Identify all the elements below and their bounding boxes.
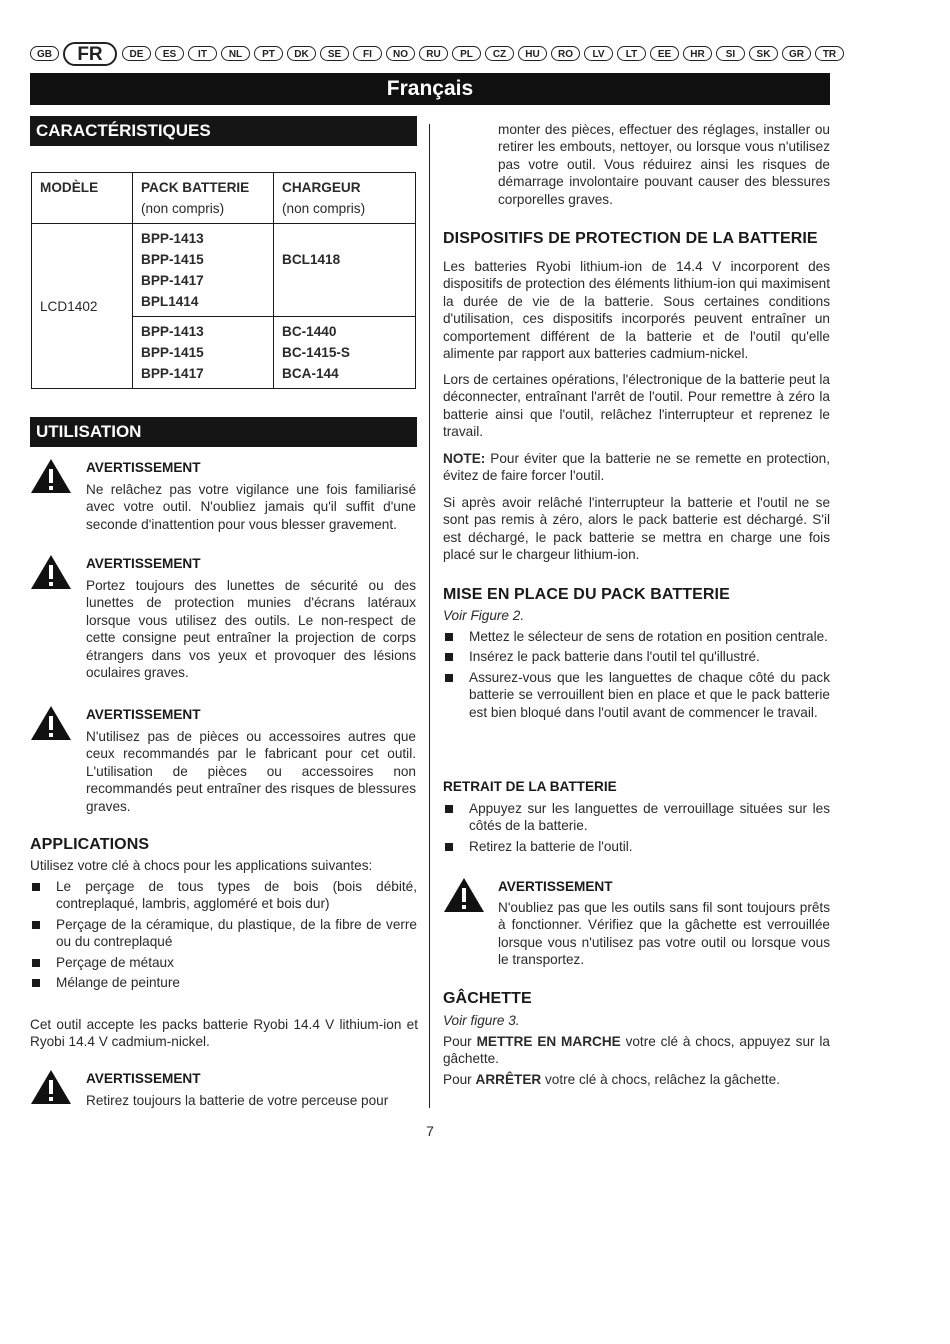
warning-triangle-icon [30,554,72,590]
list-item: Mettez le sélecteur de sens de rotation en position centrale. [443,628,830,645]
section-heading-specs: CARACTÉRISTIQUES [30,116,417,146]
warning-text: Portez toujours des lunettes de sécurité ou des lunettes de protection munies d'écrans latéraux lorsque vous utilisez des outils. Le non-respect de cette consigne peut entraîner la projection de corps étrangers dans vos yeux et provoquer des lésions oculaires graves. [86,578,416,681]
warning-title: AVERTISSEMENT [86,556,201,571]
spec-table [31,172,416,389]
pack-cell: BPP-1415 [141,345,204,360]
language-pill-hr: HR [683,46,712,61]
protection-paragraph: Les batteries Ryobi lithium-ion de 14.4 V incorporent des dispositifs de protection des éléments lithium-ion qui maximisent la durée de vie de la batterie. Sous certaines conditions d'utilisation, ces dispositifs incorporés peuvent entraîner un comportement différent de la batterie et de l'outil qu'elle alimente par rapport aux batteries cadmium-nickel. [443,259,830,362]
warning-text: Ne relâchez pas votre vigilance une fois familiarisé avec votre outil. N'oubliez jamais qu'il suffit d'une seconde d'inattention pour vous blesser gravement. [86,482,416,532]
col-charger-sub: (non compris) [282,201,366,216]
list-item: Mélange de peinture [30,974,417,991]
warning-title: AVERTISSEMENT [86,460,201,475]
section-heading-protection: DISPOSITIFS DE PROTECTION DE LA BATTERIE [443,230,818,247]
language-selector [30,42,837,66]
pack-cell: BPP-1417 [141,366,204,381]
language-pill-ro: RO [551,46,580,61]
text-run: Pour [443,1072,476,1087]
language-pill-dk: DK [287,46,316,61]
language-pill-ru: RU [419,46,448,61]
language-pill-tr: TR [815,46,844,61]
pack-cell: BPP-1415 [141,252,204,267]
language-pill-fr: FR [63,42,117,66]
charger-cell: BCL1418 [282,252,341,267]
language-pill-ee: EE [650,46,679,61]
page-title: Français [30,73,830,105]
language-pill-it: IT [188,46,217,61]
section-heading-retrait: RETRAIT DE LA BATTERIE [443,779,617,794]
protection-paragraph: Lors de certaines opérations, l'électronique de la batterie peut la déconnecter, entraînant l'arrêt de l'outil. Pour remettre à zéro la batterie ainsi que l'outil, relâchez l'interrupteur et reprenez le travail. [443,372,830,440]
gachette-on-text [443,1033,830,1068]
language-pill-no: NO [386,46,415,61]
page-number: 7 [426,1123,434,1139]
warning-title: AVERTISSEMENT [498,879,613,894]
language-pill-sk: SK [749,46,778,61]
language-pill-nl: NL [221,46,250,61]
col-pack-header: PACK BATTERIE [141,180,250,195]
language-pill-se: SE [320,46,349,61]
list-item: Insérez le pack batterie dans l'outil tel qu'illustré. [443,648,830,665]
list-item: Retirez la batterie de l'outil. [443,838,830,855]
protection-note [443,450,830,485]
retrait-list [443,800,830,858]
list-item: Perçage de la céramique, du plastique, de la fibre de verre ou du contreplaqué [30,916,417,951]
text-run-bold: METTRE EN MARCHE [476,1034,621,1049]
list-item: Appuyez sur les languettes de verrouillage situées sur les côtés de la batterie. [443,800,830,835]
gachette-off-text [443,1071,830,1088]
language-pill-de: DE [122,46,151,61]
language-pill-lt: LT [617,46,646,61]
warning-title: AVERTISSEMENT [86,707,201,722]
language-pill-si: SI [716,46,745,61]
section-heading-gachette: GÂCHETTE [443,990,532,1007]
language-pill-es: ES [155,46,184,61]
section-heading-mise-en-place: MISE EN PLACE DU PACK BATTERIE [443,586,730,603]
list-item: Perçage de métaux [30,954,417,971]
language-pill-lv: LV [584,46,613,61]
warning-text: N'oubliez pas que les outils sans fil sont toujours prêts à fonctionner. Vérifiez que la gâchette est verrouillée lorsque vous n'utilisez pas votre outil ou lorsque vous le transportez. [498,900,830,968]
battery-compat-note: Cet outil accepte les packs batterie Ryobi 14.4 V lithium-ion et Ryobi 14.4 V cadmium-nickel. [30,1017,418,1050]
applications-intro: Utilisez votre clé à chocs pour les applications suivantes: [30,858,373,873]
language-pill-pl: PL [452,46,481,61]
charger-cell: BC-1415-S [282,345,350,360]
charger-cell: BC-1440 [282,324,337,339]
text-run-bold: ARRÊTER [475,1072,542,1087]
text-run: Pour [443,1034,477,1049]
col-pack-sub: (non compris) [141,201,225,216]
warning-text-continued: monter des pièces, effectuer des réglages, installer ou retirer les embouts, nettoyer, ou lorsque vous n'utilisez pas votre outil. Vous réduirez ainsi les risques de démarrage involontaire pouvant causer des blessures corporelles graves. [498,122,830,207]
warning-text: Retirez toujours la batterie de votre perceuse pour [86,1093,389,1108]
column-divider [429,124,430,1108]
language-pill-pt: PT [254,46,283,61]
language-pill-hu: HU [518,46,547,61]
language-pill-gr: GR [782,46,811,61]
pack-cell: BPP-1417 [141,273,204,288]
language-pill-gb: GB [30,46,59,61]
note-text: Pour éviter que la batterie ne se remette en protection, évitez de faire forcer l'outil. [443,451,830,484]
applications-list [30,878,417,994]
warning-triangle-icon [443,877,485,913]
list-item: Assurez-vous que les languettes de chaque côté du pack batterie se verrouillent bien en place et que le pack batterie est bien bloqué dans l'outil avant de commencer le travail. [443,669,830,721]
col-charger-header: CHARGEUR [282,180,361,195]
section-heading-applications: APPLICATIONS [30,836,150,853]
figure-ref: Voir figure 3. [443,1013,520,1028]
figure-ref: Voir Figure 2. [443,608,525,623]
section-heading-utilisation: UTILISATION [30,417,417,447]
pack-cell: BPP-1413 [141,324,204,339]
warning-text: N'utilisez pas de pièces ou accessoires autres que ceux recommandés par le fabricant pour cet outil. L'utilisation de pièces ou accessoires non recommandés peut entraîner des risques de blessures graves. [86,729,416,814]
mise-en-place-list [443,628,830,724]
pack-cell: BPP-1413 [141,231,204,246]
col-model-header: MODÈLE [40,180,99,195]
list-item: Le perçage de tous types de bois (bois débité, contreplaqué, lambris, aggloméré et bois dur) [30,878,417,913]
language-pill-fi: FI [353,46,382,61]
charger-cell: BCA-144 [282,366,339,381]
pack-cell: BPL1414 [141,294,199,309]
warning-triangle-icon [30,458,72,494]
warning-triangle-icon [30,1069,72,1105]
warning-triangle-icon [30,705,72,741]
text-run: votre clé à chocs, appuyez sur la gâchette. [443,1034,830,1067]
language-pill-cz: CZ [485,46,514,61]
model-cell: LCD1402 [40,298,98,314]
warning-title: AVERTISSEMENT [86,1071,201,1086]
protection-paragraph: Si après avoir relâché l'interrupteur la batterie et l'outil ne se sont pas remis à zéro, alors le pack batterie est déchargé. S'il est déchargé, le pack batterie se mettra en charge une fois placé sur le chargeur lithium-ion. [443,495,830,563]
note-label: NOTE: [443,451,486,466]
text-run: votre clé à chocs, relâchez la gâchette. [541,1072,780,1087]
